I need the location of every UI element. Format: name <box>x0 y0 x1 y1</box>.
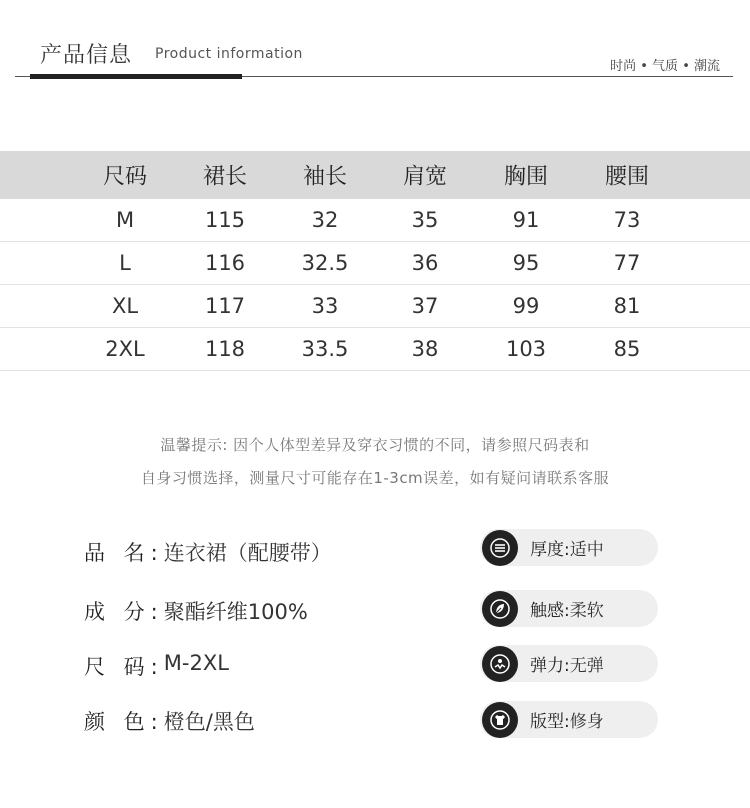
column-header: 肩宽 <box>402 164 447 190</box>
column-header: 裙长 <box>202 164 247 190</box>
badge-label: 触感: <box>530 601 570 621</box>
table-cell: 118 <box>204 337 246 361</box>
fit-shirt-icon <box>482 702 518 738</box>
table-cell: 32 <box>311 208 339 232</box>
attribute-color <box>84 706 255 736</box>
table-cell: L <box>119 251 131 275</box>
table-row <box>0 242 750 285</box>
badge-value: 柔软 <box>569 601 604 621</box>
table-cell: 77 <box>613 251 641 275</box>
column-header: 袖长 <box>302 164 347 190</box>
tip-line: 温馨提示: 因个人体型差异及穿衣习惯的不同，请参照尺码表和 <box>160 436 590 454</box>
attribute-value: 聚酯纤维100% <box>163 600 308 624</box>
tip-line: 自身习惯选择，测量尺寸可能存在1-3cm误差，如有疑问请联系客服 <box>140 469 610 487</box>
badge-value: 无弹 <box>569 656 604 676</box>
table-cell: 99 <box>512 294 540 318</box>
column-header: 腰围 <box>604 164 649 190</box>
badge-elasticity <box>480 645 658 682</box>
table-cell: 36 <box>411 251 439 275</box>
attribute-key: 品 名: <box>84 541 164 565</box>
badge-value: 修身 <box>569 712 604 732</box>
table-cell: XL <box>111 294 139 318</box>
table-cell: 116 <box>204 251 246 275</box>
attribute-size <box>84 651 229 681</box>
table-cell: 2XL <box>105 337 145 361</box>
column-header: 胸围 <box>503 164 548 190</box>
table-cell: 73 <box>613 208 641 232</box>
table-cell: 33.5 <box>301 337 349 361</box>
table-row <box>0 328 750 371</box>
table-cell: 103 <box>505 337 547 361</box>
table-cell: 37 <box>411 294 439 318</box>
table-cell: 85 <box>613 337 641 361</box>
size-table <box>0 151 750 371</box>
badge-thickness <box>480 529 658 566</box>
badge-label: 弹力: <box>530 656 570 676</box>
badge-value: 适中 <box>569 540 604 560</box>
table-cell: M <box>115 208 135 232</box>
table-cell: 117 <box>204 294 246 318</box>
attribute-key: 颜 色: <box>84 710 164 734</box>
tagline: 时尚 • 气质 • 潮流 <box>610 59 720 74</box>
table-cell: 33 <box>311 294 339 318</box>
badge-fit <box>480 701 658 738</box>
table-cell: 115 <box>204 208 246 232</box>
size-table-header <box>0 151 750 199</box>
column-header: 尺码 <box>102 164 147 190</box>
table-row <box>0 285 750 328</box>
section-header <box>0 0 750 90</box>
table-row <box>0 199 750 242</box>
attribute-key: 尺 码: <box>84 655 164 679</box>
attribute-value: 橙色/黑色 <box>163 710 255 734</box>
attribute-value: 连衣裙（配腰带） <box>163 541 332 565</box>
section-title: 产品信息 <box>40 43 133 68</box>
attribute-key: 成 分: <box>84 600 164 624</box>
section-subtitle: Product information <box>155 46 303 62</box>
elasticity-icon <box>482 646 518 682</box>
badge-label: 版型: <box>530 712 570 732</box>
badge-texture <box>480 590 658 627</box>
thickness-icon <box>482 530 518 566</box>
attribute-composition <box>84 596 308 626</box>
table-cell: 81 <box>613 294 641 318</box>
table-cell: 35 <box>411 208 439 232</box>
table-cell: 95 <box>512 251 540 275</box>
attribute-value: M-2XL <box>163 651 229 675</box>
texture-leaf-icon <box>482 591 518 627</box>
header-accent-bar <box>30 74 242 79</box>
table-cell: 91 <box>512 208 540 232</box>
table-cell: 32.5 <box>301 251 349 275</box>
attribute-name <box>84 537 332 567</box>
table-cell: 38 <box>411 337 439 361</box>
badge-label: 厚度: <box>530 540 570 560</box>
